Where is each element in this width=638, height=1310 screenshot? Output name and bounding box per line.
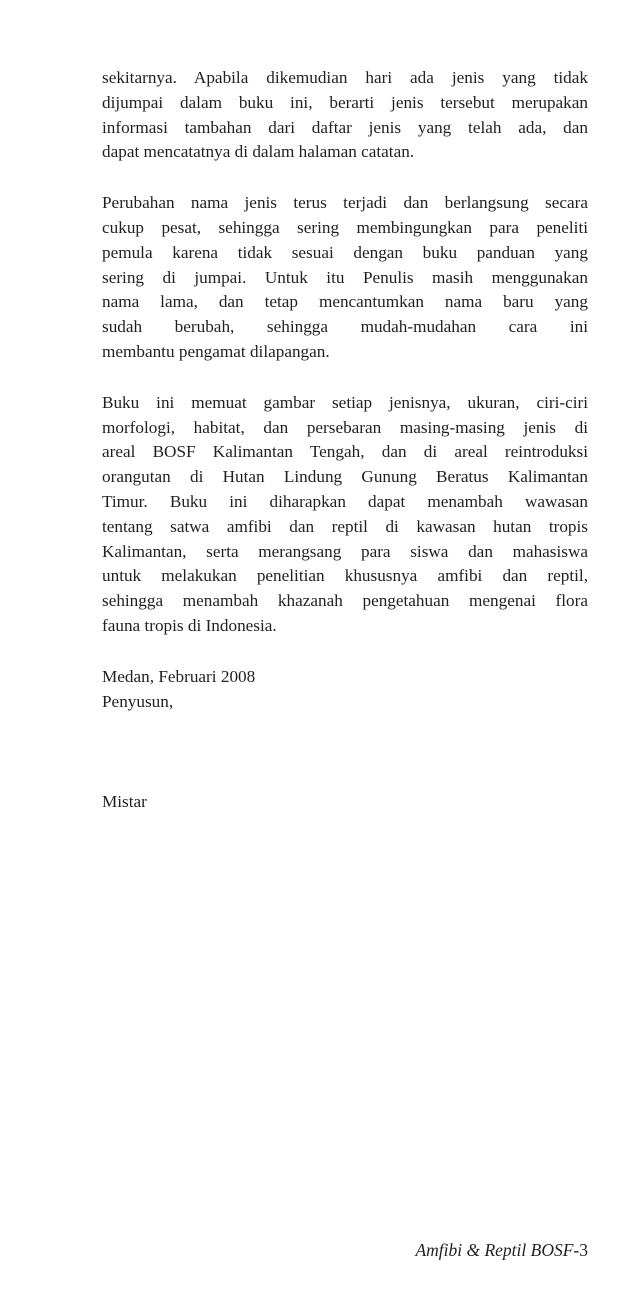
text-line: informasi tambahan dari daftar jenis yang telah ada, dan: [102, 117, 588, 137]
text-line: sudah berubah, sehingga mudah-mudahan cara ini: [102, 317, 588, 337]
text-line: areal BOSF Kalimantan Tengah, dan di areal reintroduksi: [102, 442, 588, 462]
text-line: dijumpai dalam buku ini, berarti jenis tersebut merupakan: [102, 92, 588, 112]
text-line: dapat mencatatnya di dalam halaman catatan.: [102, 142, 415, 162]
text-line: sekitarnya. Apabila dikemudian hari ada jenis yang tidak: [102, 68, 588, 87]
text-line: Buku ini memuat gambar setiap jenisnya, ukuran, ciri-ciri: [102, 392, 588, 412]
document-body: [102, 66, 588, 714]
place-date: Medan, Februari 2008: [102, 666, 256, 686]
text-line: Perubahan nama jenis terus terjadi dan berlangsung secara: [102, 193, 588, 213]
text-line: untuk melakukan penelitian khususnya amfibi dan reptil,: [102, 566, 588, 586]
text-line: orangutan di Hutan Lindung Gunung Beratus Kalimantan: [102, 467, 588, 487]
text-line: sering di jumpai. Untuk itu Penulis masih menggunakan: [102, 267, 588, 287]
text-line: fauna tropis di Indonesia.: [102, 615, 277, 635]
footer-title: Amfibi & Reptil BOSF: [415, 1240, 574, 1260]
text-line: sehingga menambah khazanah pengetahuan mengenai flora: [102, 591, 588, 611]
author-signature: Mistar: [102, 792, 147, 811]
closing-block: [102, 665, 588, 715]
paragraph-3: [102, 391, 588, 639]
text-line: cukup pesat, sehingga sering membingungkan para peneliti: [102, 217, 588, 237]
page-number: -3: [573, 1240, 588, 1260]
text-line: morfologi, habitat, dan persebaran masing-masing jenis di: [102, 417, 588, 437]
paragraph-1: [102, 66, 588, 165]
author-role: Penyusun,: [102, 691, 174, 711]
text-line: nama lama, dan tetap mencantumkan nama baru yang: [102, 292, 588, 312]
text-line: tentang satwa amfibi dan reptil di kawasan hutan tropis: [102, 516, 588, 536]
text-line: membantu pengamat dilapangan.: [102, 341, 330, 361]
text-line: Timur. Buku ini diharapkan dapat menambah wawasan: [102, 491, 588, 511]
text-line: Kalimantan, serta merangsang para siswa dan mahasiswa: [102, 541, 588, 561]
paragraph-2: [102, 191, 588, 365]
text-line: pemula karena tidak sesuai dengan buku panduan yang: [102, 242, 588, 262]
page-footer: [415, 1240, 588, 1261]
